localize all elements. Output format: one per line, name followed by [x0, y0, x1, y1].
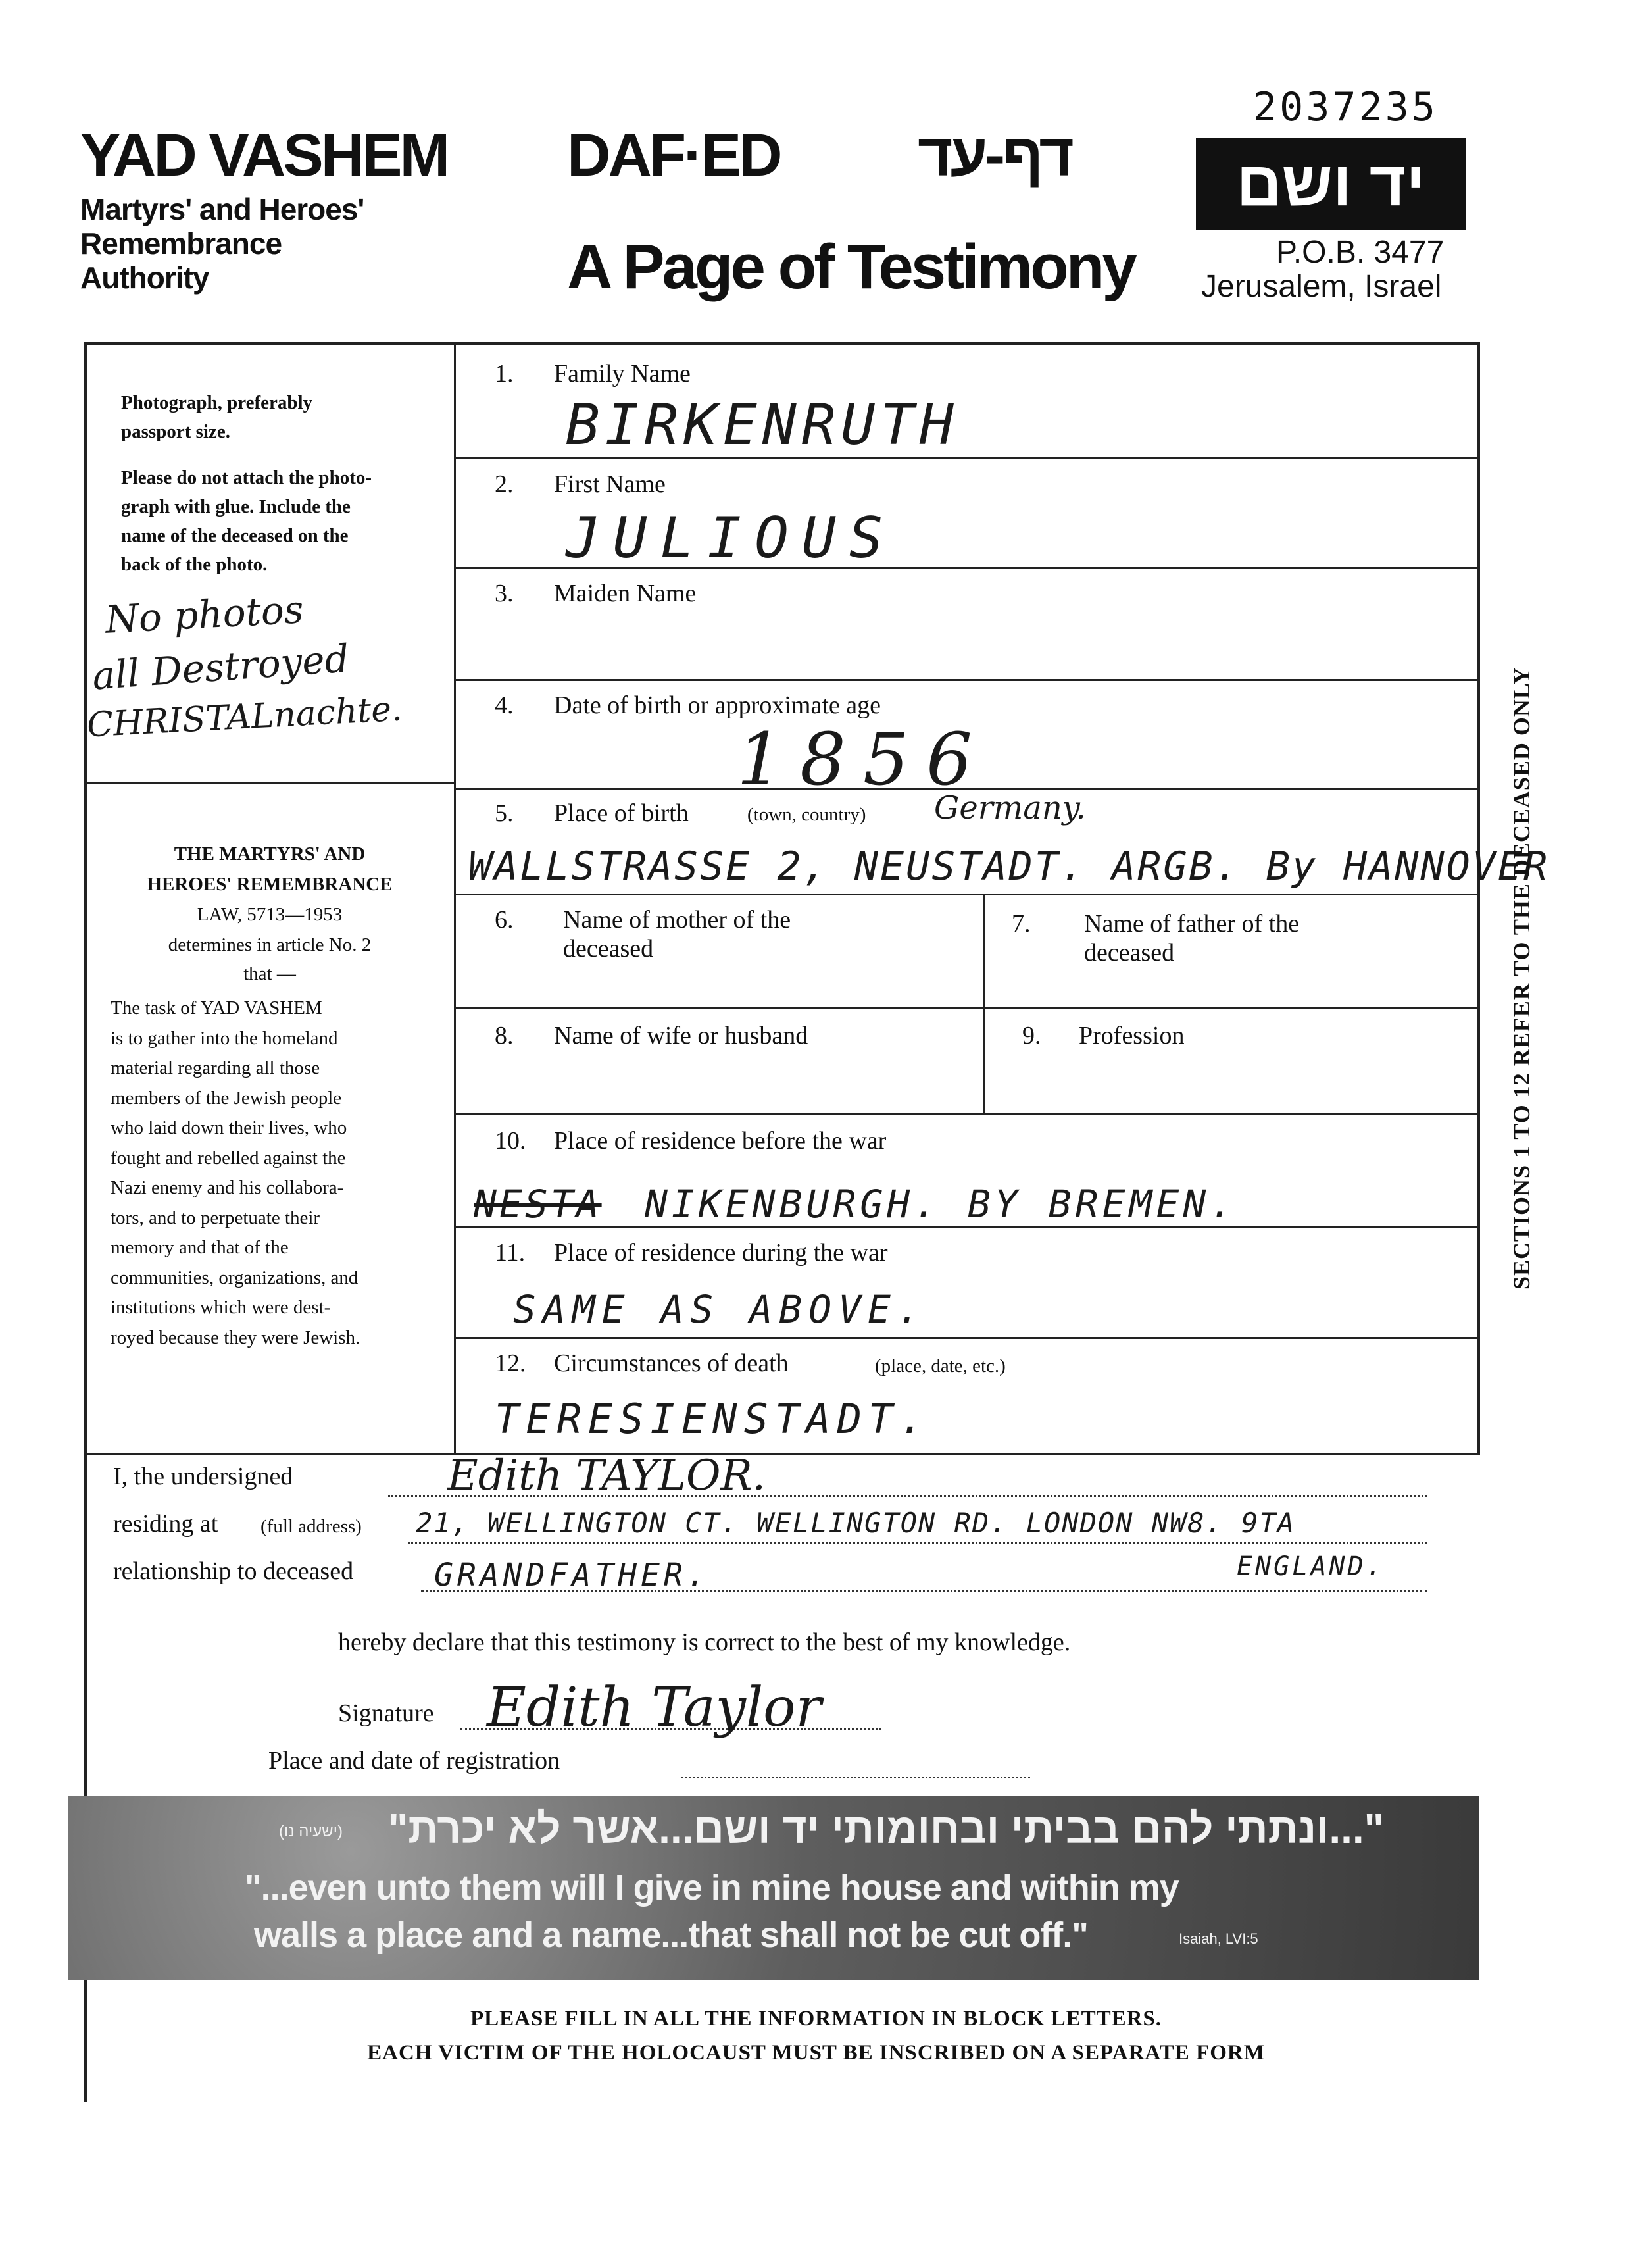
law-body-line: material regarding all those: [111, 1057, 320, 1078]
row-6-7-divider: [983, 894, 985, 1008]
field-2-label: First Name: [554, 470, 666, 498]
logo-text: יד ושם: [1236, 149, 1425, 219]
handwritten-no-photos: No photos: [104, 587, 305, 642]
field-3-label: Maiden Name: [554, 580, 697, 607]
footer-line-1: PLEASE FILL IN ALL THE INFORMATION IN BLOCK LETTERS.: [470, 2007, 1162, 2030]
field-9-label: Profession: [1079, 1022, 1185, 1049]
field-8-label: Name of wife or husband: [554, 1022, 808, 1049]
birth-country-value[interactable]: Germany.: [934, 790, 1086, 826]
field-10-label: Place of residence before the war: [554, 1127, 887, 1155]
death-circumstances-value[interactable]: TERESIENSTADT.: [495, 1395, 931, 1443]
law-line-5: that —: [243, 963, 296, 984]
photo-instruction-2: passport size.: [121, 421, 230, 442]
law-line-1: THE MARTYRS' AND: [174, 844, 366, 865]
law-line-4: determines in article No. 2: [168, 934, 372, 955]
row-line-7: [454, 1113, 1480, 1115]
field-6-number: 6.: [495, 906, 514, 934]
field-10-number: 10.: [495, 1127, 526, 1155]
law-line-2: HEROES' REMEMBRANCE: [147, 874, 393, 895]
sections-note: SECTIONS 1 TO 12 REFER TO THE DECEASED ONLY: [1508, 667, 1535, 1290]
field-11-number: 11.: [495, 1239, 526, 1267]
org-subtitle-2: Remembrance: [80, 226, 282, 261]
handwritten-all-destroyed: all Destroyed: [91, 636, 351, 699]
field-8-number: 8.: [495, 1022, 514, 1049]
field-5-label: Place of birth: [554, 799, 689, 827]
banner-hebrew: "...ונתתי להם בביתי ובחומותי יד ושם...אשר לא יכרת": [387, 1805, 1384, 1852]
address-hint: (full address): [260, 1516, 362, 1537]
place-date-dotted-line[interactable]: [681, 1777, 1030, 1778]
residence-before-struck: NESTA: [474, 1182, 602, 1226]
field-6-label-2: deceased: [563, 935, 654, 963]
address-value-2[interactable]: ENGLAND.: [1237, 1551, 1385, 1582]
photo-instruction-5: name of the deceased on the: [121, 525, 349, 546]
field-6-label-1: Name of mother of the: [563, 906, 791, 934]
yad-vashem-logo: [1196, 138, 1466, 230]
law-line-3: LAW, 5713—1953: [197, 904, 343, 925]
quote-banner: [68, 1796, 1479, 1980]
field-5-number: 5.: [495, 799, 514, 827]
left-box-divider: [84, 782, 455, 784]
place-date-label: Place and date of registration: [268, 1747, 560, 1775]
handwritten-christalnacht: CHRISTALnachte.: [86, 689, 403, 745]
field-9-number: 9.: [1022, 1022, 1041, 1049]
declaration-statement: hereby declare that this testimony is correct to the best of my knowledge.: [338, 1628, 1071, 1656]
city: Jerusalem, Israel: [1201, 269, 1442, 304]
title-hebrew: דף-עד: [918, 122, 1072, 189]
law-body-line: members of the Jewish people: [111, 1087, 342, 1109]
field-1-number: 1.: [495, 360, 514, 388]
field-2-number: 2.: [495, 470, 514, 498]
field-12-number: 12.: [495, 1349, 526, 1377]
form-top-border: [84, 342, 1480, 345]
row-8-9-divider: [983, 1007, 985, 1113]
law-body-line: Nazi enemy and his collabora-: [111, 1177, 344, 1198]
footer-line-2: EACH VICTIM OF THE HOLOCAUST MUST BE INSCRIBED ON A SEPARATE FORM: [367, 2041, 1265, 2065]
law-body: [111, 994, 433, 1353]
row-line-8: [454, 1226, 1480, 1228]
org-name: YAD VASHEM: [80, 122, 448, 189]
fields-bottom-border: [84, 1453, 1480, 1455]
law-body-line: tors, and to perpetuate their: [111, 1207, 320, 1228]
law-body-line: royed because they were Jewish.: [111, 1326, 360, 1348]
org-subtitle-1: Martyrs' and Heroes': [80, 192, 364, 226]
law-body-line: fought and rebelled against the: [111, 1147, 346, 1169]
relationship-label: relationship to deceased: [113, 1557, 354, 1585]
residence-before-value[interactable]: NIKENBURGH. BY BREMEN.: [645, 1182, 1237, 1226]
photo-instruction-3: Please do not attach the photo-: [121, 467, 372, 488]
signature-value[interactable]: Edith Taylor: [487, 1676, 822, 1739]
law-body-line: memory and that of the: [111, 1237, 289, 1258]
field-4-label: Date of birth or approximate age: [554, 692, 881, 719]
photo-instruction-6: back of the photo.: [121, 554, 268, 575]
address-label: residing at: [113, 1510, 218, 1538]
address-dotted-line: [408, 1542, 1427, 1544]
form-right-border: [1477, 342, 1480, 1454]
address-value[interactable]: 21, WELLINGTON CT. WELLINGTON RD. LONDON NW8. 9TA: [416, 1507, 1296, 1539]
row-line-5: [454, 894, 1480, 895]
law-body-line: The task of YAD VASHEM: [111, 997, 322, 1019]
org-subtitle-3: Authority: [80, 261, 209, 295]
title-transliterated: DAF·ED: [567, 122, 780, 189]
row-line-3: [454, 679, 1480, 681]
field-3-number: 3.: [495, 580, 514, 607]
family-name-value[interactable]: BIRKENRUTH: [566, 392, 959, 458]
row-line-6: [454, 1007, 1480, 1009]
banner-hebrew-ref: (ישעיה נו): [279, 1823, 343, 1840]
pob: P.O.B. 3477: [1276, 235, 1445, 270]
title-english: A Page of Testimony: [567, 232, 1135, 302]
birth-place-value[interactable]: WALLSTRASSE 2, NEUSTADT. ARGB. By HANNOVER: [468, 844, 1550, 890]
banner-english-1: "...even unto them will I give in mine house and within my: [245, 1868, 1179, 1907]
law-body-line: is to gather into the homeland: [111, 1027, 338, 1049]
signature-label: Signature: [338, 1700, 434, 1727]
banner-english-ref: Isaiah, LVI:5: [1179, 1930, 1258, 1947]
field-12-label: Circumstances of death: [554, 1349, 789, 1377]
photo-instruction-4: graph with glue. Include the: [121, 496, 351, 517]
undersigned-value[interactable]: Edith TAYLOR.: [447, 1451, 766, 1500]
undersigned-label: I, the undersigned: [113, 1463, 293, 1490]
field-7-number: 7.: [1012, 910, 1031, 938]
law-body-line: communities, organizations, and: [111, 1267, 359, 1288]
field-12-hint: (place, date, etc.): [875, 1355, 1006, 1376]
row-line-9: [454, 1337, 1480, 1339]
relationship-value[interactable]: GRANDFATHER.: [434, 1557, 710, 1594]
field-1-label: Family Name: [554, 360, 691, 388]
field-11-label: Place of residence during the war: [554, 1239, 888, 1267]
field-4-number: 4.: [495, 692, 514, 719]
law-body-line: institutions which were dest-: [111, 1297, 331, 1318]
form-column-divider: [454, 342, 456, 1454]
first-name-value[interactable]: JULIOUS: [566, 505, 897, 571]
serial-number: 2037235: [1253, 84, 1438, 130]
field-7-label-1: Name of father of the: [1084, 910, 1300, 938]
residence-during-value[interactable]: SAME AS ABOVE.: [513, 1287, 927, 1332]
banner-english-2: walls a place and a name...that shall not be cut off.": [254, 1915, 1088, 1955]
field-5-hint: (town, country): [747, 804, 866, 825]
field-7-label-2: deceased: [1084, 939, 1175, 967]
photo-instruction-1: Photograph, preferably: [121, 392, 313, 413]
law-body-line: who laid down their lives, who: [111, 1117, 347, 1138]
birth-date-value[interactable]: 1856: [737, 717, 989, 801]
